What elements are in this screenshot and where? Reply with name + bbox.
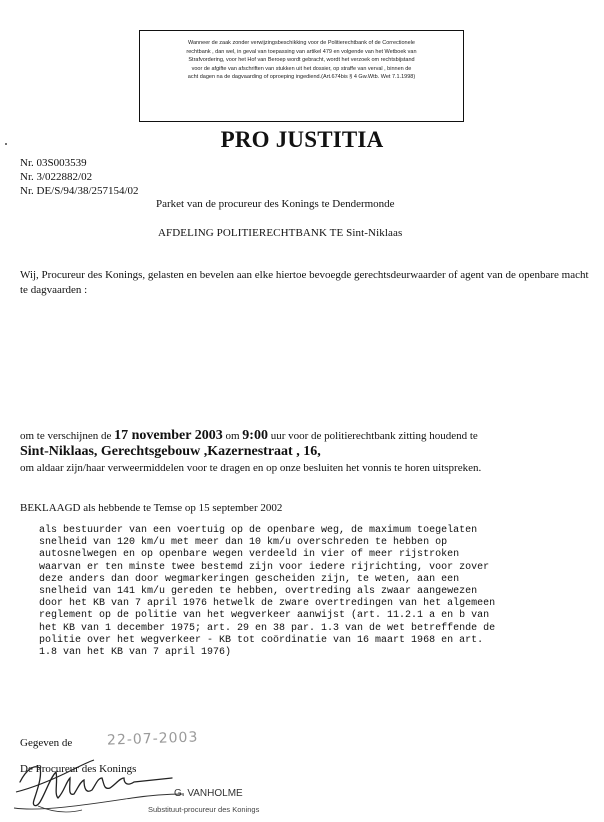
reference-number: Nr. DE/S/94/38/257154/02 [20,185,139,197]
charge-line: het KB van 1 december 1975; art. 29 en 38 par. 1.3 van de wet betreffende de [39,622,496,634]
appearance-closing: om aldaar zijn/haar verweermiddelen voor te dragen en op onze besluiten het vonnis te horen uitspreken. [20,462,482,474]
charge-line: door het KB van 7 april 1976 hetwelk de zware overtredingen van het algemeen [39,598,496,610]
charge-line: politie over het wegverkeer - KB tot coördinatie van 16 maart 1968 en art. [39,634,484,646]
summons-intro: Wij, Procureur des Konings, gelasten en bevelen aan elke hiertoe bevoegde gerechtsdeurwaarder of agent van de openbare macht te dagvaarden : [20,269,589,296]
charge-line: autosnelwegen en op openbare wegen verdeeld in vier of meer rijstroken [39,549,460,561]
legal-notice-box [139,30,464,122]
signer-title: Substituut-procureur des Konings [148,805,260,814]
reference-numbers [20,156,139,198]
charge-line: 1.8 van het KB van 7 april 1976) [39,647,232,659]
notice-line: rechtbank , dan wel, in geval van toepassing van artikel 479 en volgende van het Wetboek van [186,48,417,55]
appearance-row [20,428,595,444]
charge-line: als bestuurder van een voertuig op de openbare weg, de maximum toegelaten [39,525,478,536]
notice-line: acht dagen na de dagvaarding of oproeping ingediend.(Art.674bis § 4 Gw.Wtb. Wet 7.1.1998) [187,74,416,81]
given-label: Gegeven de [20,737,73,749]
charge-line: reglement op de politie van het wegverkeer aanwijst (art. 11.2.1 a en b van [39,610,490,622]
notice-line: voor de afgifte van afschriften van stukken uit het dossier, op straffe van verval , binnen de [191,65,412,72]
reference-number: Nr. 3/022882/02 [20,171,93,183]
charge-line: snelheid van 120 km/u met meer dan 10 km/u overschreden te hebben op [39,537,448,549]
appearance-suffix: uur voor de politierechtbank zitting houdend te [270,430,478,442]
signer-name: G. VANHOLME [174,788,243,799]
notice-line: Wanneer de zaak zonder verwijzingsbeschikking voor de Politierechtbank of de Correctionele [188,40,415,46]
afdeling-line: AFDELING POLITIERECHTBANK TE Sint-Niklaas [158,227,403,239]
appearance-time: 9:00 [242,428,268,443]
date-stamp: 22-07-2003 [106,729,199,749]
charge-line: snelheid van 141 km/u gereden te hebben, overtreding als zwaar aangewezen [39,586,478,598]
charge-line: deze anders dan door wegmarkeringen gescheiden zijn, te weten, aan een [39,573,460,585]
appearance-location: Sint-Niklaas, Gerechtsgebouw ,Kazernestraat , 16, [20,444,321,459]
appearance-om: om [225,430,240,442]
document-title: PRO JUSTITIA [220,127,384,152]
notice-line: Strafvordering, voor het Hof van Beroep wordt gebracht, wordt het verzoek om rechtsbijstand [188,57,415,64]
appearance-prefix: om te verschijnen de [20,430,112,442]
appearance-date: 17 november 2003 [114,428,223,443]
procureur-label: De Procureur des Konings [20,763,137,775]
reference-number: Nr. 03S003539 [20,157,87,169]
parket-line: Parket van de procureur des Konings te Dendermonde [156,198,395,210]
accused-line: BEKLAAGD als hebbende te Temse op 15 september 2002 [20,502,283,514]
appearance-paragraph [20,428,595,476]
charge-line: waarvan er ten minste twee bestemd zijn voor iedere rijrichting, voor zover [39,561,490,573]
charge-text [39,525,594,659]
